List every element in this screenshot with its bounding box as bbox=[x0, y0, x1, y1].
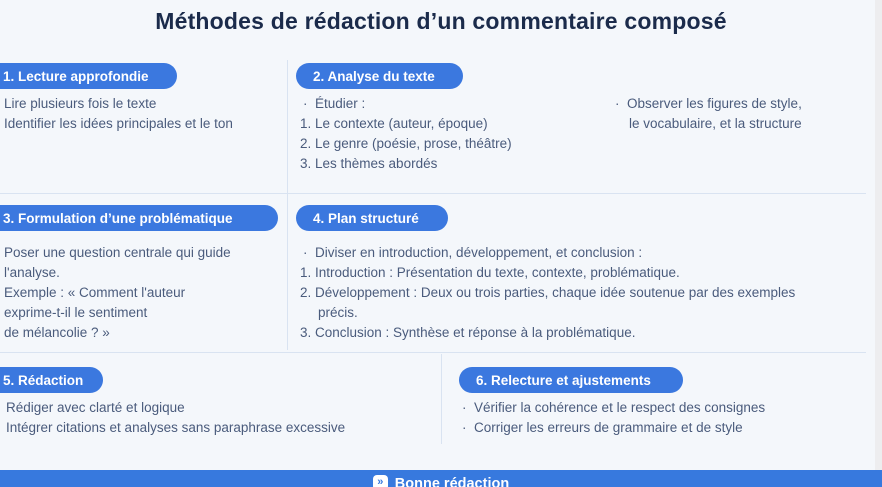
wrapped-line: le vocabulaire, et la structure bbox=[629, 116, 802, 131]
section-header-formulation-problematique: 3. Formulation d’une problématique bbox=[0, 205, 278, 231]
section-header-plan-structure: 4. Plan structuré bbox=[296, 205, 448, 231]
numbered-line: 3. Les thèmes abordés bbox=[300, 156, 438, 171]
bullet-line: · Diviser en introduction, développement, et conclusion : bbox=[303, 245, 643, 260]
wrapped-line: exprime-t-il le sentiment bbox=[4, 305, 148, 320]
numbered-line: 2. Développement : Deux ou trois parties, chaque idée soutenue par des exemples bbox=[300, 285, 796, 300]
numbered-line: 3. Conclusion : Synthèse et réponse à la problématique. bbox=[300, 325, 636, 340]
column-divider bbox=[287, 193, 288, 350]
row-divider bbox=[0, 193, 866, 194]
section-header-lecture-approfondie: 1. Lecture approfondie bbox=[0, 63, 177, 89]
wrapped-line: de mélancolie ? » bbox=[4, 325, 110, 340]
section-header-redaction: 5. Rédaction bbox=[0, 367, 103, 393]
bullet-line: · Observer les figures de style, bbox=[615, 96, 802, 111]
page-title: Méthodes de rédaction d’un commentaire composé bbox=[155, 8, 727, 34]
numbered-line: 1. Le contexte (auteur, époque) bbox=[300, 116, 488, 131]
bullet-line: · Vérifier la cohérence et le respect des consignes bbox=[462, 400, 766, 415]
bullet-line: Lire plusieurs fois le texte bbox=[4, 96, 157, 111]
bullet-line: · Corriger les erreurs de grammaire et de style bbox=[462, 420, 743, 435]
bullet-line: Identifier les idées principales et le ton bbox=[4, 116, 233, 131]
page-edge bbox=[875, 0, 882, 470]
wrapped-line: l'analyse. bbox=[4, 265, 60, 280]
column-divider bbox=[441, 354, 442, 444]
row-divider bbox=[0, 352, 866, 353]
numbered-line: 1. Introduction : Présentation du texte, contexte, problématique. bbox=[300, 265, 680, 280]
bullet-line: Exemple : « Comment l'auteur bbox=[4, 285, 186, 300]
bullet-line: Intégrer citations et analyses sans paraphrase excessive bbox=[6, 420, 346, 435]
footer-label: Bonne rédaction bbox=[394, 476, 510, 487]
section-header-analyse-du-texte: 2. Analyse du texte bbox=[296, 63, 463, 89]
brand-logo-icon: » bbox=[373, 475, 388, 487]
column-divider bbox=[287, 60, 288, 193]
footer-brand-bar bbox=[0, 470, 882, 487]
bullet-line: Rédiger avec clarté et logique bbox=[6, 400, 185, 415]
wrapped-line: précis. bbox=[318, 305, 358, 320]
bullet-line: · Étudier : bbox=[303, 96, 366, 111]
numbered-line: 2. Le genre (poésie, prose, théâtre) bbox=[300, 136, 512, 151]
section-header-relecture-ajustements: 6. Relecture et ajustements bbox=[459, 367, 683, 393]
bullet-line: Poser une question centrale qui guide bbox=[4, 245, 231, 260]
